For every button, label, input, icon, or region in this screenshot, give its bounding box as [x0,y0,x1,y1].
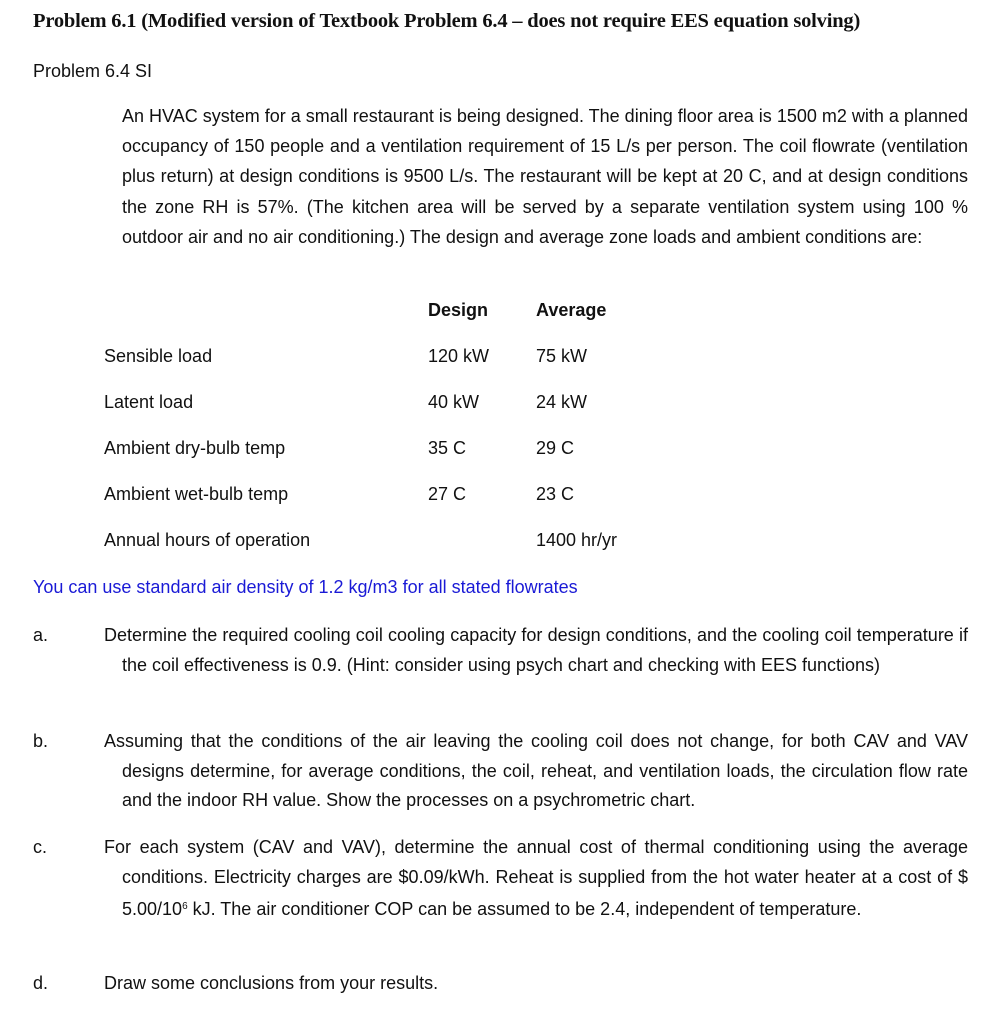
row-label: Ambient dry-bulb temp [104,438,286,458]
row-label: Annual hours of operation [104,530,311,550]
question-text-after: kJ. The air conditioner COP can be assumed to be 2.4, independent of temperature. [187,899,862,919]
question-d [33,969,968,999]
row-design: 27 C [428,484,467,504]
question-text [104,833,968,925]
row-design: 40 kW [428,392,480,412]
row-average: 24 kW [536,392,588,412]
row-label: Latent load [104,392,194,412]
row-label: Ambient wet-bulb temp [104,484,289,504]
problem-subtitle: Problem 6.4 SI [33,61,153,81]
question-text: Assuming that the conditions of the air leaving the cooling coil does not change, for both CAV and VAV designs determine, for average conditions, the coil, reheat, and ventilation loads, the circulation flow rate and the indoor RH value. Show the processes on a psychrometric chart. [104,731,968,810]
question-text: Determine the required cooling coil cooling capacity for design conditions, and the cooling coil temperature if the coil effectiveness is 0.9. (Hint: consider using psych chart and checking with EES functions) [104,625,968,675]
question-marker: b. [33,731,49,751]
header-average: Average [536,300,607,320]
exponent: 6 [182,901,188,912]
question-c [33,833,968,925]
problem-intro: An HVAC system for a small restaurant is being designed. The dining floor area is 1500 m2 with a planned occupancy of 150 people and a ventilation requirement of 15 L/s per person. The coil flowrate (ventilation plus return) at design conditions is 9500 L/s. The restaurant will be kept at 20 C, and at design conditions the zone RH is 57%. (The kitchen area will be served by a separate ventilation system using 100 % outdoor air and no air conditioning.) The design and average zone loads and ambient conditions are: [122,106,968,247]
question-b [33,727,968,816]
question-marker: a. [33,625,49,645]
header-design: Design [428,300,489,320]
row-average: 1400 hr/yr [536,530,618,550]
question-text: Draw some conclusions from your results. [104,973,439,993]
question-marker: c. [33,837,48,857]
row-average: 23 C [536,484,575,504]
row-design: 120 kW [428,346,490,366]
row-average: 29 C [536,438,575,458]
density-note: You can use standard air density of 1.2 kg/m3 for all stated flowrates [33,577,578,597]
row-average: 75 kW [536,346,588,366]
question-marker: d. [33,973,49,993]
row-design: 35 C [428,438,467,458]
question-a [33,621,968,680]
question-text-before: For each system (CAV and VAV), determine the annual cost of thermal conditioning using the average conditions. Electricity charges are $0.09/kWh. Reheat is supplied from the hot water heater at a cost of $ 5.00/10 [104,837,968,919]
row-label: Sensible load [104,346,213,366]
page-title: Problem 6.1 (Modified version of Textbook Problem 6.4 – does not require EES equation solving) [33,10,861,32]
